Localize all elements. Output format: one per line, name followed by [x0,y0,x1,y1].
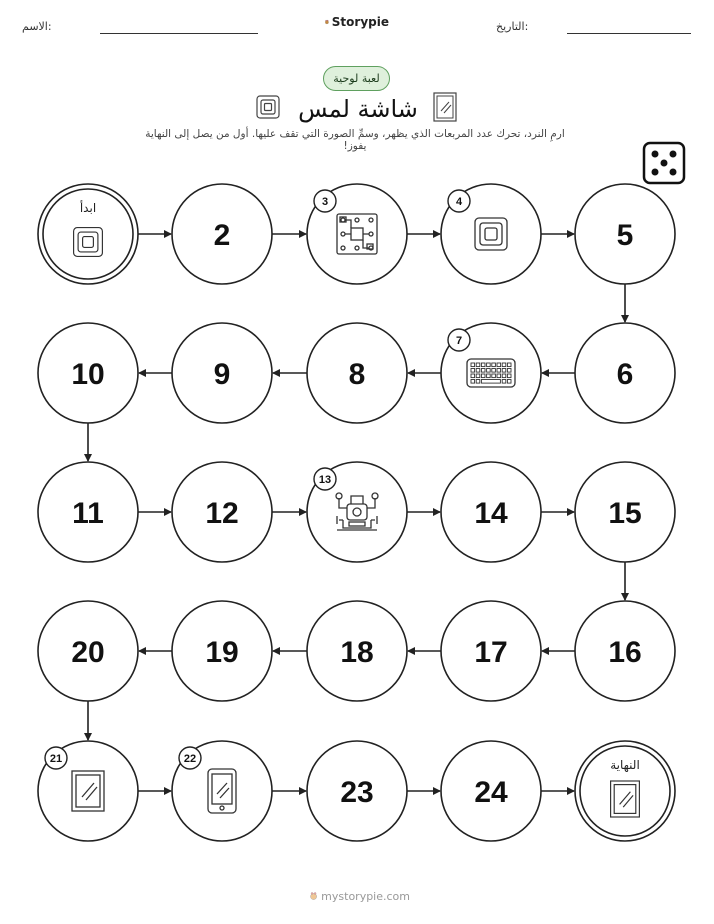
square-number: 11 [72,497,104,530]
board-square-18 [307,601,407,701]
brand-name: Storypie [331,15,389,29]
board-square-4 [441,184,541,284]
board-square-24 [441,741,541,841]
board-square-25 [575,741,675,841]
square-number-badge [179,747,201,769]
square-number: 4 [455,196,463,208]
dice-icon [644,143,684,183]
board-square-17 [441,601,541,701]
square-number-badge [314,190,336,212]
game-type-badge: لعبة لوحية [323,66,390,91]
square-number: 2 [213,219,231,252]
end-label: النهاية [610,758,640,772]
footer-url: mystorypie.com [321,889,410,903]
square-number: 13 [318,474,332,486]
board-square-6 [575,323,675,423]
board-square-9 [172,323,272,423]
board-square-11 [38,462,138,562]
square-number: 5 [616,219,634,252]
board-square-3 [307,184,407,284]
date-label: التاريخ: [496,20,529,33]
square-number: 22 [183,753,197,765]
square-number: 21 [49,753,63,765]
square-number: 24 [474,776,508,809]
board-square-10 [38,323,138,423]
square-number: 18 [340,636,374,669]
square-number: 14 [474,497,508,530]
board-square-23 [307,741,407,841]
square-number: 6 [616,358,634,391]
instructions: ارمِ النرد، تحرك عدد المربعات الذي يظهر، وسمِّ الصورة التي تقف عليها. أول من يصل إلى النهاية يفوز! [145,128,565,152]
board-square-8 [307,323,407,423]
square-number-badge [314,468,336,490]
board-square-15 [575,462,675,562]
square-number: 15 [608,497,642,530]
square-number: 9 [213,358,231,391]
board-square-1 [38,184,138,284]
board-square-2 [172,184,272,284]
start-label: ابدأ [79,201,97,215]
storypie-mascot-icon [310,888,317,904]
square-number: 16 [608,636,642,669]
footer [310,886,410,906]
board-square-12 [172,462,272,562]
board-square-16 [575,601,675,701]
board-square-7 [441,323,541,423]
touch-sensor-icon [257,96,279,118]
board-square-21 [38,741,138,841]
name-label: الاسم: [22,20,52,33]
square-number: 20 [71,636,105,669]
board-square-5 [575,184,675,284]
square-number: 10 [71,358,105,391]
square-number: 12 [205,497,239,530]
square-number-badge [45,747,67,769]
board-square-19 [172,601,272,701]
board-square-13 [307,462,407,562]
screen-panel-icon [434,93,456,121]
board-square-20 [38,601,138,701]
board-square-14 [441,462,541,562]
board-square-22 [172,741,272,841]
square-number-badge [448,190,470,212]
square-number: 8 [348,358,366,391]
square-number: 17 [474,636,508,669]
square-number: 23 [340,776,374,809]
square-number: 19 [205,636,239,669]
square-number: 7 [455,335,463,347]
page-title: شاشة لمس [298,95,418,123]
square-number: 3 [321,196,329,208]
square-number-badge [448,329,470,351]
